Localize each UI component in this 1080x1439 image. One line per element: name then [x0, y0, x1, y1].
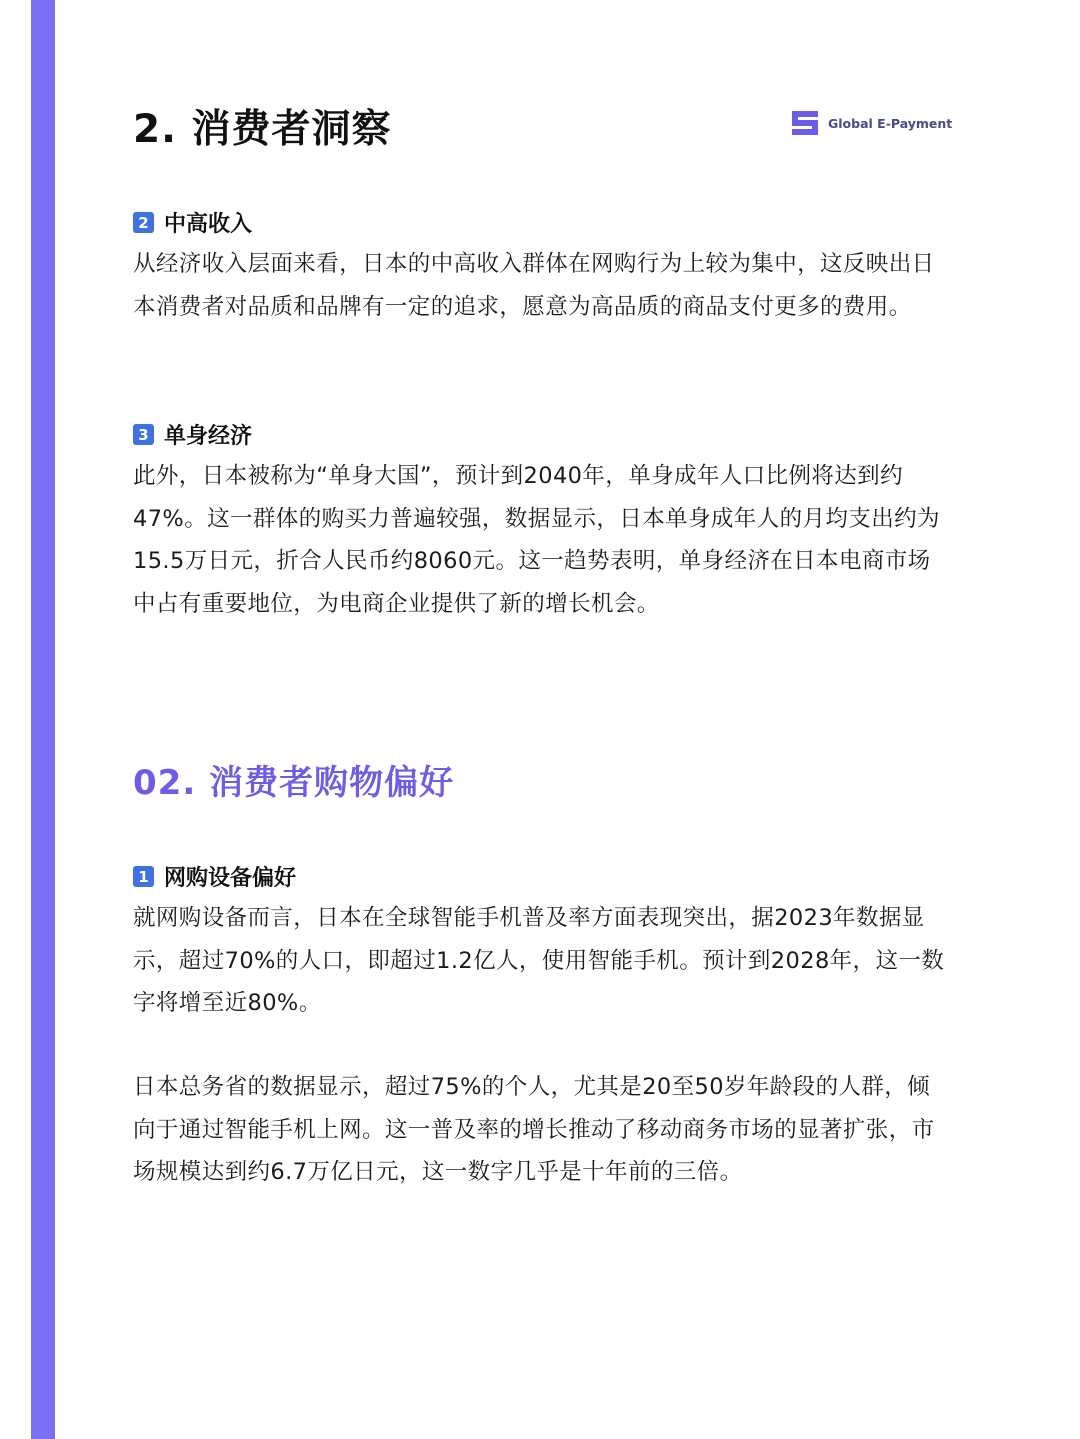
subheading-label: 单身经济 — [164, 424, 253, 449]
paragraph-device-preference-2: 日本总务省的数据显示，超过75%的个人，尤其是20至50岁年龄段的人群，倾向于通过智能手机上网。这一普及率的增长推动了移动商务市场的显著扩张，市场规模达到约6.7万亿日元，这一数字几乎是十年前的三倍。 — [133, 1074, 935, 1185]
page-title: 2. 消费者洞察 — [133, 107, 392, 152]
paragraph-high-income: 从经济收入层面来看，日本的中高收入群体在网购行为上较为集中，这反映出日本消费者对品质和品牌有一定的追求，愿意为高品质的商品支付更多的费用。 — [133, 251, 935, 320]
subheading-single-economy — [133, 419, 252, 450]
paragraph-single-economy: 此外，日本被称为“单身大国”，预计到2040年，单身成年人口比例将达到约47%。这一群体的购买力普遍较强，数据显示，日本单身成年人的月均支出约为15.5万日元，折合人民币约8060元。这一趋势表明，单身经济在日本电商市场中占有重要地位，为电商企业提供了新的增长机会。 — [133, 463, 940, 617]
number-badge: 3 — [133, 424, 154, 445]
paragraph-device-preference-1: 就网购设备而言，日本在全球智能手机普及率方面表现突出，据2023年数据显示，超过70%的人口，即超过1.2亿人，使用智能手机。预计到2028年，这一数字将增至近80%。 — [133, 905, 945, 1016]
subheading-high-income — [133, 207, 252, 238]
section-title-shopping-preferences: 02. 消费者购物偏好 — [133, 763, 455, 803]
brand-logo — [790, 107, 952, 139]
left-accent-bar — [31, 0, 55, 1439]
logo-text: Global E-Payment — [828, 115, 953, 131]
global-epayment-logo-icon — [790, 108, 820, 138]
number-badge: 2 — [133, 212, 154, 233]
number-badge: 1 — [133, 866, 154, 887]
subheading-label: 中高收入 — [164, 212, 253, 237]
subheading-device-preference — [133, 861, 296, 892]
subheading-label: 网购设备偏好 — [164, 866, 297, 891]
